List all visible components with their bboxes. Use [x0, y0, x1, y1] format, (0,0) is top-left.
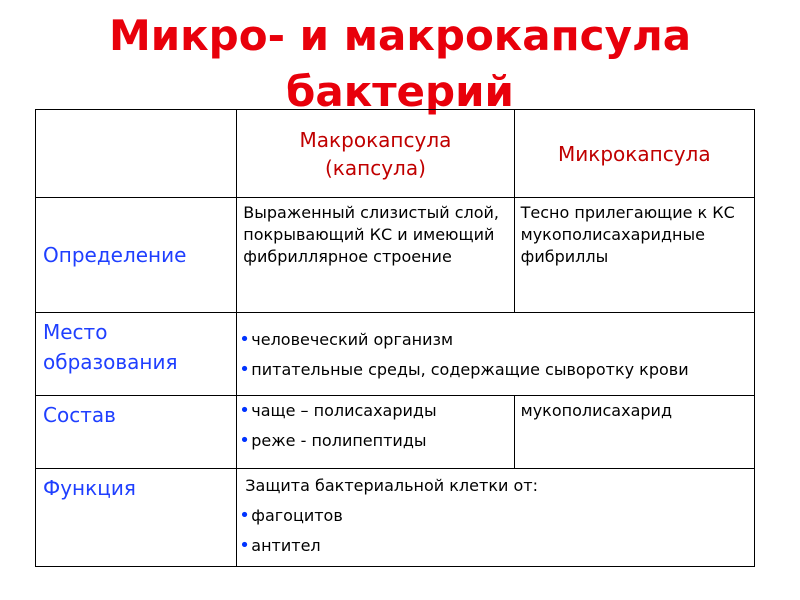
function-list	[239, 501, 748, 561]
comparison-table	[35, 109, 755, 567]
table-header-row	[36, 110, 755, 198]
table-row-place	[36, 313, 755, 396]
definition-micro-cell: Тесно прилегающие к КС мукополисахаридные фибриллы	[514, 198, 754, 313]
list-item: • реже - полипептиды	[239, 426, 507, 456]
header-macrocapsule	[237, 110, 514, 198]
composition-list	[239, 396, 507, 456]
row-label-function: Функция	[36, 469, 237, 567]
list-item: • питательные среды, содержащие сыворотку крови	[239, 355, 748, 385]
list-item: • фагоцитов	[239, 501, 748, 531]
header-microcapsule: Микрокапсула	[514, 110, 754, 198]
title-line-1: Микро- и макрокапсула	[108, 11, 692, 60]
title-line-2: бактерий	[286, 67, 514, 116]
list-item: • чаще – полисахариды	[239, 396, 507, 426]
function-cell	[237, 469, 755, 567]
header-macrocapsule-label: Макрокапсула (капсула)	[299, 127, 452, 180]
composition-micro-cell: мукополисахарид	[514, 396, 754, 469]
row-label-definition: Определение	[36, 198, 237, 313]
table-row-composition	[36, 396, 755, 469]
function-intro: Защита бактериальной клетки от:	[245, 476, 538, 495]
list-item: • антител	[239, 531, 748, 561]
row-label-composition: Состав	[36, 396, 237, 469]
definition-macro-cell: Выраженный слизистый слой, покрывающий КС и имеющий фибриллярное строение	[237, 198, 514, 313]
place-cell	[237, 313, 755, 396]
table-row-function	[36, 469, 755, 567]
header-corner-cell	[36, 110, 237, 198]
page-title	[0, 8, 800, 120]
composition-macro-cell	[237, 396, 514, 469]
row-label-place: Место образования	[36, 313, 237, 396]
table-row-definition	[36, 198, 755, 313]
place-list	[239, 325, 748, 385]
list-item: • человеческий организм	[239, 325, 748, 355]
